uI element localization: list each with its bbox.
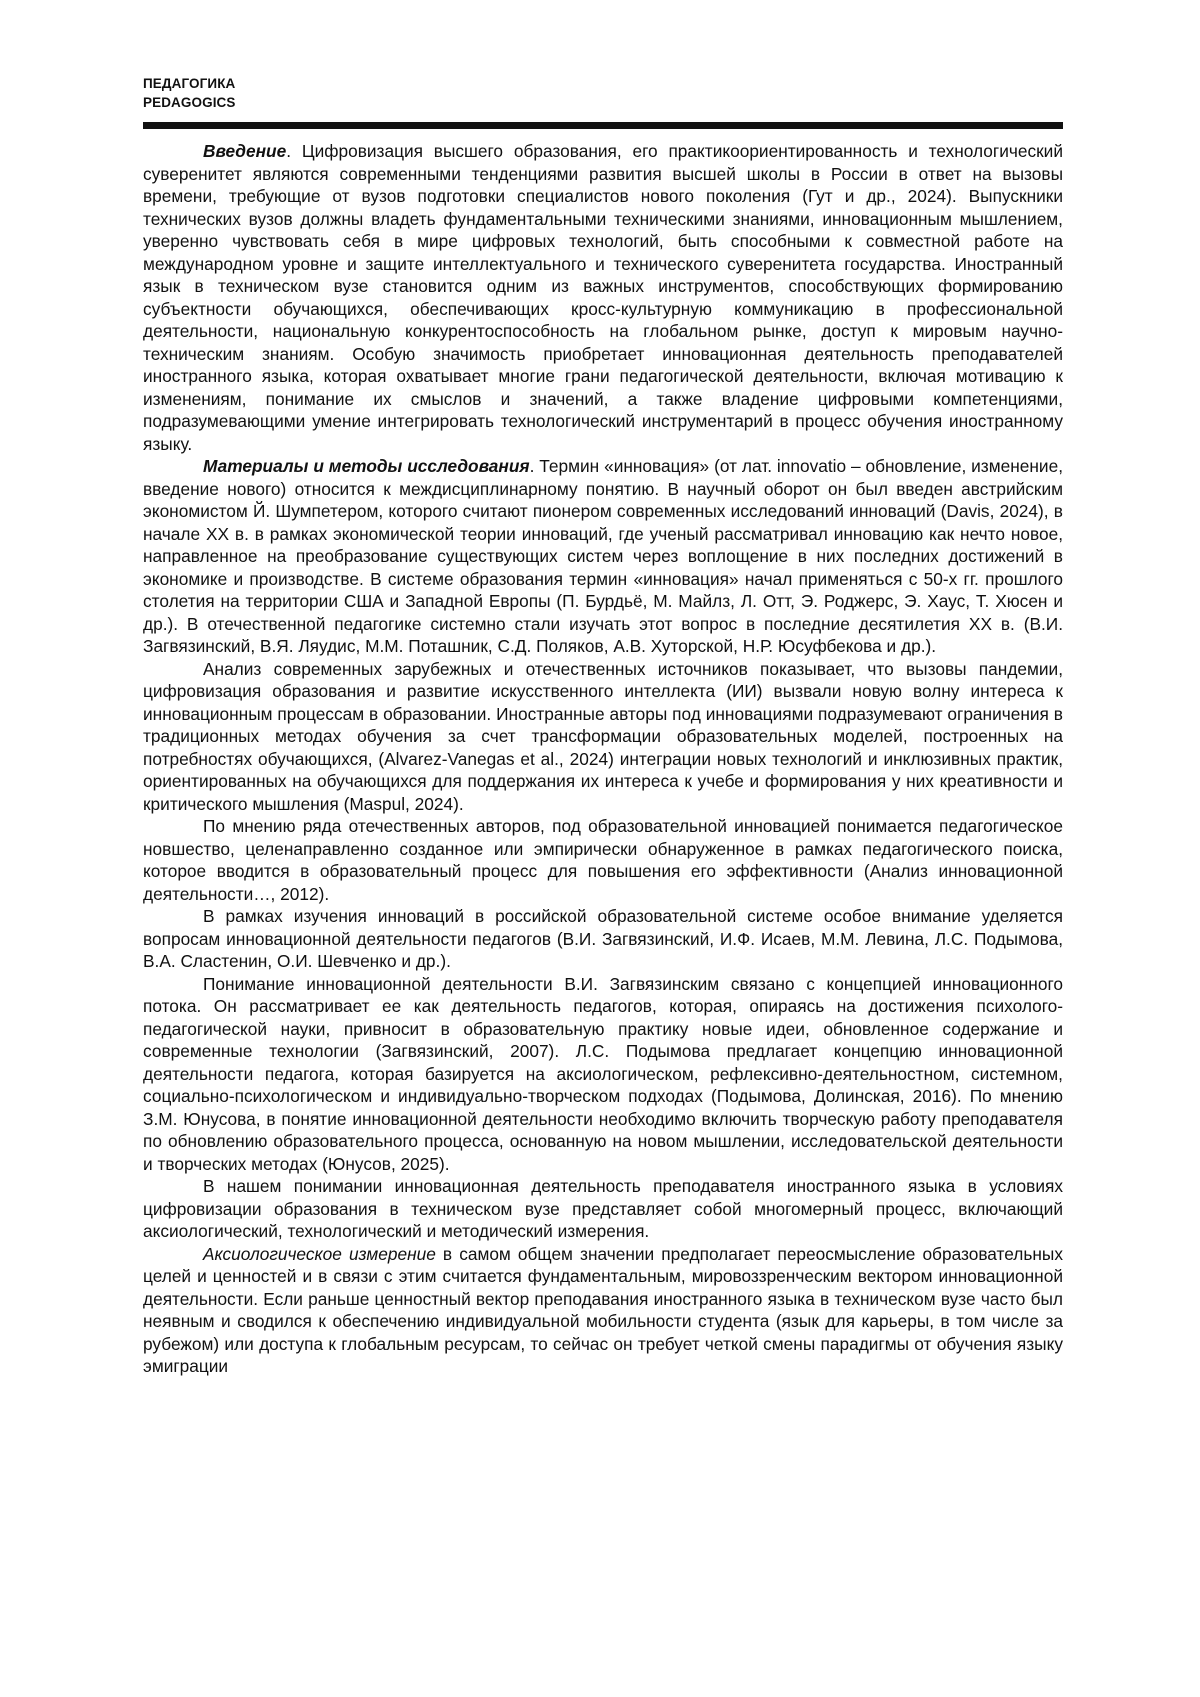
paragraph-lead: Материалы и методы исследования	[203, 456, 530, 476]
paragraph	[143, 815, 1063, 905]
paragraph-lead: Введение	[203, 141, 287, 161]
paragraph-text: В рамках изучения инноваций в российской образовательной системе особое внимание уделяется вопросам инновационной деятельности педагогов (В.И. Загвязинский, И.Ф. Исаев, М.М. Левина, Л.С. Подымова, В.А. Сластенин, О.И. Шевченко и др.).	[143, 906, 1063, 971]
article-body	[143, 140, 1063, 1378]
header-rule	[143, 122, 1063, 129]
paragraph-text: . Цифровизация высшего образования, его практикоориентированность и технологический суверенитет являются современными тенденциями развития высшей школы в России в ответ на вызовы времени, требующие от вузов подготовки специалистов нового поколения (Гут и др., 2024). Выпускники технических вузов должны владеть фундаментальными техническими знаниями, инновационным мышлением, уверенно чувствовать себя в мире цифровых технологий, быть способными к совместной работе на международном уровне и защите интеллектуального и технического суверенитета государства. Иностранный язык в техническом вузе становится одним из важных инструментов, способствующих формированию субъектности обучающихся, обеспечивающих кросс-культурную коммуникацию в профессиональной деятельности, национальную конкурентоспособность на глобальном рынке, доступ к мировым научно-техническим знаниям. Особую значимость приобретает инновационная деятельность преподавателей иностранного языка, которая охватывает многие грани педагогической деятельности, включая мотивацию к изменениям, понимание их смыслов и значений, а также владение цифровыми компетенциями, подразумевающими умение интегрировать технологический инструментарий в процесс обучения иностранному языку.	[143, 141, 1063, 454]
section-title-ru: ПЕДАГОГИКА	[143, 76, 236, 91]
journal-header	[143, 74, 236, 112]
paragraph-text: Анализ современных зарубежных и отечественных источников показывает, что вызовы пандемии, цифровизация образования и развитие искусственного интеллекта (ИИ) вызвали новую волну интереса к инновационным процессам в образовании. Иностранные авторы под инновациями подразумевают ограничения в традиционных методах обучения за счет трансформации образовательных моделей, построенных на потребностях обучающихся, (Alvarez-Vanegas et al., 2024) интеграции новых технологий и инклюзивных практик, ориентированных на обучающихся для поддержания их интереса к учебе и формирования у них креативности и критического мышления (Maspul, 2024).	[143, 658, 1063, 814]
paragraph-text: в самом общем значении предполагает переосмысление образовательных целей и ценностей и в связи с этим считается фундаментальным, мировоззренческим вектором инновационной деятельности. Если раньше ценностный вектор преподавания иностранного языка в техническом вузе часто был неявным и сводился к обеспечению индивидуальной мобильности студента (язык для карьеры, в том числе за рубежом) или доступа к глобальным ресурсам, то сейчас он требует четкой смены парадигмы от обучения языку эмиграции	[143, 1243, 1063, 1376]
section-title-en: PEDAGOGICS	[143, 95, 236, 110]
paragraph-text: В нашем понимании инновационная деятельность преподавателя иностранного языка в условиях цифровизации образования в техническом вузе представляет собой многомерный процесс, включающий аксиологический, технологический и методический измерения.	[143, 1176, 1063, 1241]
paragraph	[143, 973, 1063, 1176]
paragraph	[143, 905, 1063, 973]
paragraph-materials-methods	[143, 455, 1063, 658]
paragraph-introduction	[143, 140, 1063, 455]
paragraph-lead: Аксиологическое измерение	[203, 1243, 436, 1264]
paragraph-text: . Термин «инновация» (от лат. innovatio – обновление, изменение, введение нового) относится к междисциплинарному понятию. В научный оборот он был введен австрийским экономистом Й. Шумпетером, которого считают пионером современных исследований инноваций (Davis, 2024), в начале XX в. в рамках экономической теории инноваций, где ученый рассматривал инновацию как нечто новое, направленное на преобразование существующих систем через воплощение в них последних достижений в экономике и производстве. В системе образования термин «инновация» начал применяться с 50-х гг. прошлого столетия на территории США и Западной Европы (П. Бурдьё, М. Майлз, Л. Отт, Э. Роджерс, Э. Хаус, Т. Хюсен и др.). В отечественной педагогике системно стали изучать этот вопрос в последние десятилетия XX в. (В.И. Загвязинский, В.Я. Ляудис, М.М. Поташник, С.Д. Поляков, А.В. Хуторской, Н.Р. Юсуфбекова и др.).	[143, 456, 1063, 656]
paragraph	[143, 658, 1063, 816]
paragraph-text: Понимание инновационной деятельности В.И. Загвязинским связано с концепцией инновационного потока. Он рассматривает ее как деятельность педагогов, которая, опираясь на достижения психолого-педагогической науки, привносит в образовательную практику новые идеи, обновленное содержание и современные технологии (Загвязинский, 2007). Л.С. Подымова предлагает концепцию инновационной деятельности педагога, которая базируется на аксиологическом, рефлексивно-деятельностном, системном, социально-психологическом и индивидуально-творческом подходах (Подымова, Долинская, 2016). По мнению З.М. Юнусова, в понятие инновационной деятельности необходимо включить творческую работу преподавателя по обновлению образовательного процесса, основанную на новом мышлении, исследовательской деятельности и творческих методах (Юнусов, 2025).	[143, 973, 1063, 1174]
paragraph-text: По мнению ряда отечественных авторов, под образовательной инновацией понимается педагогическое новшество, целенаправленно созданное или эмпирически обнаруженное в рамках педагогического поиска, которое вводится в образовательный процесс для повышения его эффективности (Анализ инновационной деятельности…, 2012).	[143, 816, 1063, 904]
page	[143, 0, 1063, 1697]
paragraph-axiological	[143, 1243, 1063, 1378]
paragraph	[143, 1175, 1063, 1243]
